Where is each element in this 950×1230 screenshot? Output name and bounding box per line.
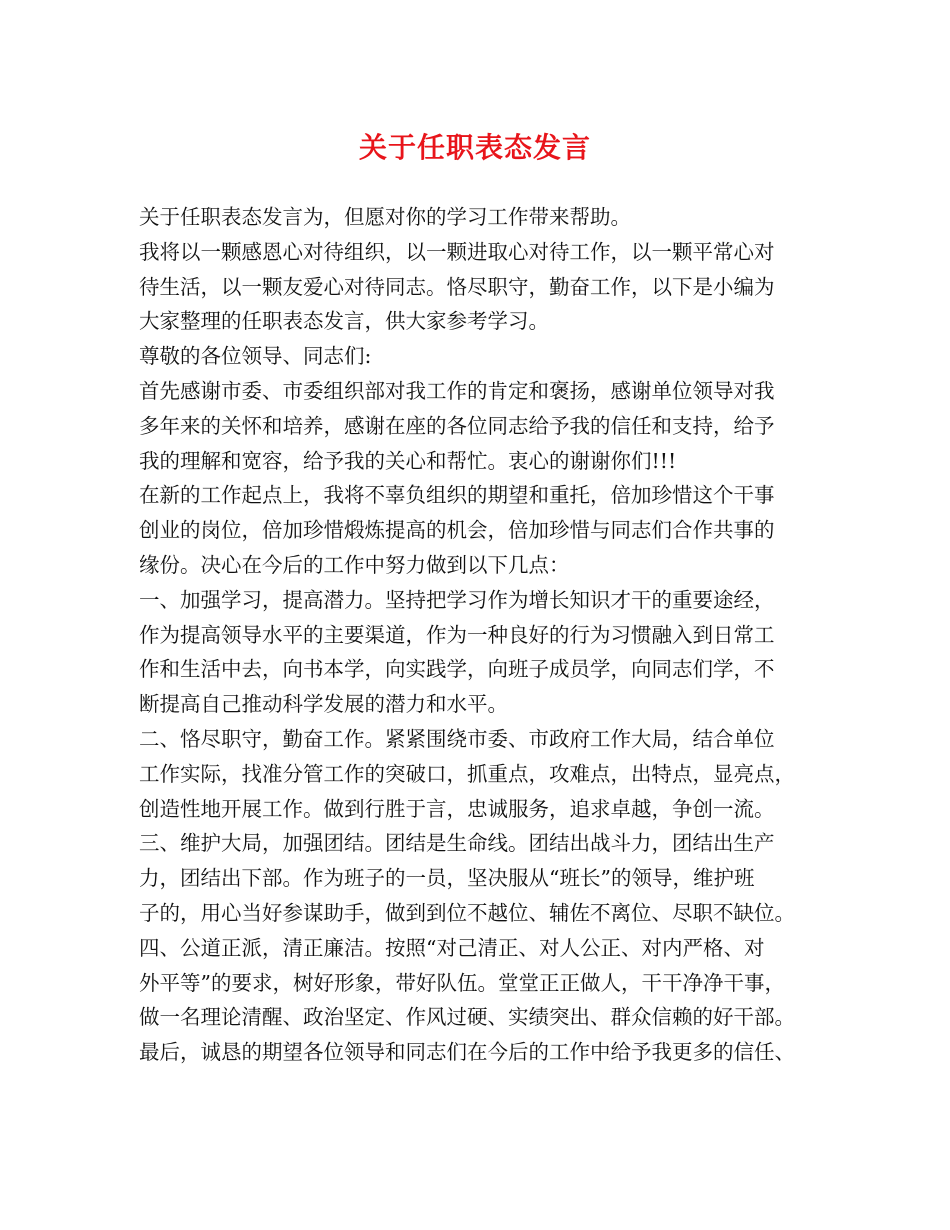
body-line: 我的理解和宽容，给予我的关心和帮忙。衷心的谢谢你们!!! — [139, 448, 677, 473]
body-line: 子的，用心当好参谋助手，做到到位不越位、辅佐不离位、尽职不缺位。 — [139, 900, 795, 925]
body-line: 待生活，以一颗友爱心对待同志。恪尽职守，勤奋工作，以下是小编为 — [139, 274, 775, 299]
document-title: 关于任职表态发言 — [358, 131, 591, 164]
body-line: 工作实际，找准分管工作的突破口，抓重点，攻难点，出特点，显亮点， — [139, 761, 795, 786]
body-line: 创造性地开展工作。做到行胜于言，忠诚服务，追求卓越，争创一流。 — [139, 796, 775, 821]
body-line: 力，团结出下部。作为班子的一员，坚决服从“班长”的领导，维护班 — [139, 866, 755, 891]
body-line: 作为提高领导水平的主要渠道，作为一种良好的行为习惯融入到日常工 — [139, 622, 775, 647]
body-line: 最后，诚恳的期望各位领导和同志们在今后的工作中给予我更多的信任、 — [139, 1040, 795, 1065]
body-line: 我将以一颗感恩心对待组织，以一颗进取心对待工作，以一颗平常心对 — [139, 239, 775, 264]
body-line: 缘份。决心在今后的工作中努力做到以下几点： — [139, 552, 570, 577]
body-line: 创业的岗位，倍加珍惜煅炼提高的机会，倍加珍惜与同志们合作共事的 — [139, 518, 775, 543]
body-line: 作和生活中去，向书本学，向实践学，向班子成员学，向同志们学，不 — [139, 657, 775, 682]
body-line: 三、维护大局，加强团结。团结是生命线。团结出战斗力，团结出生产 — [139, 831, 775, 856]
body-line: 大家整理的任职表态发言，供大家参考学习。 — [139, 309, 549, 334]
body-line: 断提高自己推动科学发展的潜力和水平。 — [139, 692, 508, 717]
body-line: 做一名理论清醒、政治坚定、作风过硬、实绩突出、群众信赖的好干部。 — [139, 1005, 795, 1030]
body-line: 外平等”的要求，树好形象，带好队伍。堂堂正正做人，干干净净干事， — [139, 970, 785, 995]
body-line: 多年来的关怀和培养，感谢在座的各位同志给予我的信任和支持，给予 — [139, 413, 775, 438]
body-line: 首先感谢市委、市委组织部对我工作的肯定和褒扬，感谢单位领导对我 — [139, 378, 775, 403]
body-line: 在新的工作起点上，我将不辜负组织的期望和重托，倍加珍惜这个干事 — [139, 483, 775, 508]
salutation: 尊敬的各位领导、同志们: — [139, 344, 372, 369]
body-line: 四、公道正派，清正廉洁。按照“对己清正、对人公正、对内严格、对 — [139, 935, 765, 960]
document-body — [139, 200, 815, 1070]
body-line: 关于任职表态发言为，但愿对你的学习工作带来帮助。 — [139, 205, 631, 229]
body-line: 二、恪尽职守，勤奋工作。紧紧围绕市委、市政府工作大局，结合单位 — [139, 726, 775, 751]
body-line: 一、加强学习，提高潜力。坚持把学习作为增长知识才干的重要途经， — [139, 587, 775, 612]
